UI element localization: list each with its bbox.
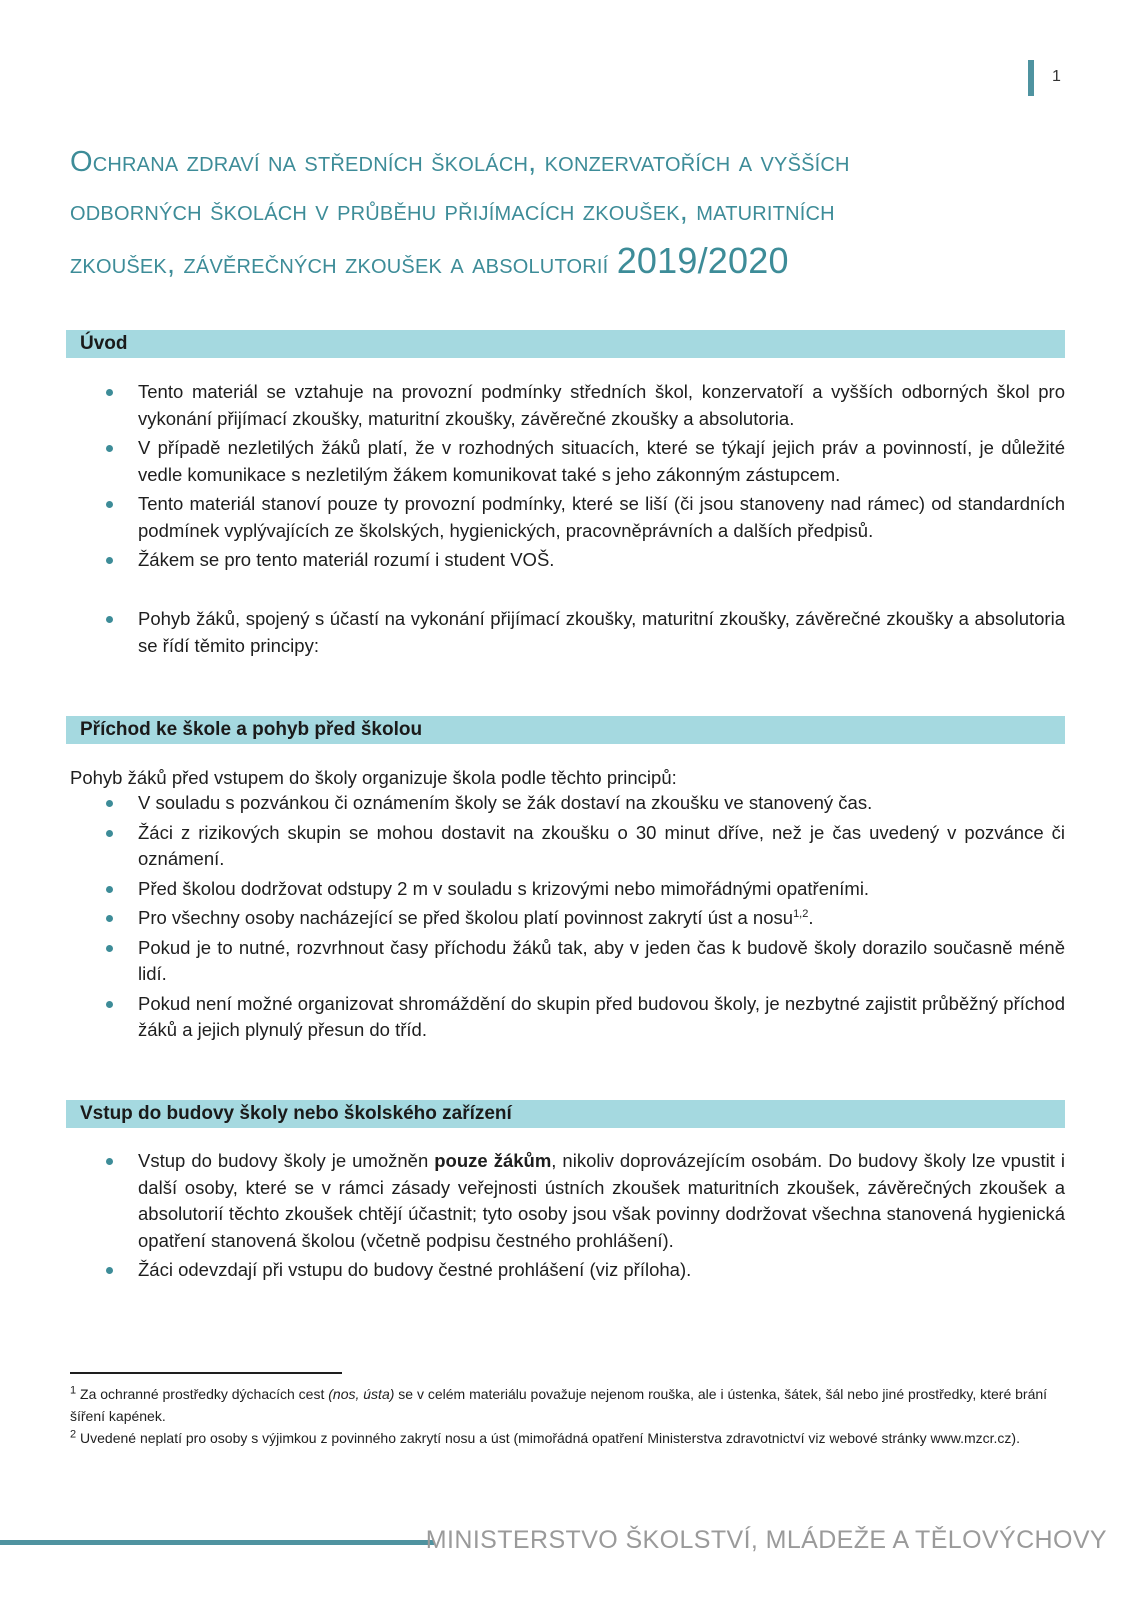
bullet-icon (106, 557, 113, 564)
bullet-icon (106, 501, 113, 508)
section-heading-text: Příchod ke škole a pohyb před školou (80, 719, 423, 740)
page-number: 1 (1052, 68, 1061, 85)
footnote-2: $^2$ Uvedené neplatí pro osoby s výjimkou z povinného zakrytí nosu a úst (mimořádná opatření Ministerstva zdravotnictví viz webové stránky www.mzcr.cz). (70, 1428, 1020, 1446)
list-item: V případě nezletilých žáků platí, že v rozhodných situacích, které se týkají jejich práv a povinností, je důležité vedle komunikace s nezletilým žákem komunikovat také s jeho zákonným zástupcem. (0, 435, 1065, 488)
bullet-icon (106, 1001, 113, 1008)
list-item: Pohyb žáků, spojený s účastí na vykonání přijímací zkoušky, maturitní zkoušky, závěrečné zkoušky a absolutoria se řídí těmito principy: (0, 606, 1065, 659)
uvod-list (0, 379, 1065, 577)
bullet-icon (106, 886, 113, 893)
title-line-2: odborných školách v průběhu přijímacích zkoušek, maturitních (70, 195, 835, 227)
bullet-icon (106, 616, 113, 623)
list-item: Před školou dodržovat odstupy 2 m v souladu s krizovými nebo mimořádnými opatřeními. (0, 876, 1065, 903)
section-heading-text: Vstup do budovy školy nebo školského zařízení (80, 1103, 512, 1124)
section-heading-prichod (66, 716, 1065, 744)
bullet-icon (106, 1267, 113, 1274)
footnote-ref: 1,2 (793, 907, 809, 920)
prichod-intro: Pohyb žáků před vstupem do školy organizuje škola podle těchto principů: (70, 767, 677, 788)
list-item: Vstup do budovy školy je umožněn pouze žákům, nikoliv doprovázejícím osobám. Do budovy školy lze vpustit i další osoby, které se v rámci zásady veřejnosti ústních zkoušek maturitních zkoušek, závěrečných zkoušek a absolutorií těchto zkoušek chtějí účastnit; tyto osoby jsou však povinny dodržovat všechna stanovená hygienická opatření stanovená školou (včetně podpisu čestného prohlášení). (0, 1148, 1065, 1254)
list-item: Žákem se pro tento materiál rozumí i student VOŠ. (0, 547, 1065, 574)
list-item: Pokud není možné organizovat shromáždění do skupin před budovou školy, je nezbytné zajistit průběžný příchod žáků a jejich plynulý přesun do tříd. (0, 991, 1065, 1044)
section-heading-vstup (66, 1100, 1065, 1128)
list-item: Pokud je to nutné, rozvrhnout časy příchodu žáků tak, aby v jeden čas k budově školy dorazilo současně méně lidí. (0, 935, 1065, 988)
footnote-divider (70, 1372, 342, 1374)
list-item: Tento materiál stanoví pouze ty provozní podmínky, které se liší (či jsou stanoveny nad rámec) od standardních podmínek vyplývajících ze školských, hygienických, pracovněprávních a dalších předpisů. (0, 491, 1065, 544)
title-year: 2019/2020 (616, 240, 789, 281)
document-title (70, 138, 1070, 289)
prichod-list (0, 790, 1065, 1047)
footnotes (70, 1383, 1065, 1449)
page-number-bar (1028, 60, 1034, 96)
bullet-icon (106, 800, 113, 807)
list-item: V souladu s pozvánkou či oznámením školy se žák dostaví na zkoušku ve stanovený čas. (0, 790, 1065, 817)
list-item: Pro všechny osoby nacházející se před školou platí povinnost zakrytí úst a nosu$^{1,2}$. (0, 905, 1065, 932)
footer-rule (0, 1540, 434, 1545)
bullet-icon (106, 389, 113, 396)
section-heading-uvod (66, 330, 1065, 358)
bullet-icon (106, 915, 113, 922)
bullet-icon (106, 830, 113, 837)
list-item: Tento materiál se vztahuje na provozní podmínky středních škol, konzervatoří a vyšších odborných škol pro vykonání přijímací zkoušky, maturitní zkoušky, závěrečné zkoušky a absolutoria. (0, 379, 1065, 432)
uvod-list-2 (0, 606, 1065, 662)
title-line-1: Ochrana zdraví na středních školách, konzervatořích a vyšších (70, 146, 850, 178)
section-heading-text: Úvod (80, 333, 128, 354)
list-item: Žáci odevzdají při vstupu do budovy čestné prohlášení (viz příloha). (0, 1257, 1065, 1284)
list-item: Žáci z rizikových skupin se mohou dostavit na zkoušku o 30 minut dříve, než je čas uvedený v pozvánce či oznámení. (0, 820, 1065, 873)
bullet-icon (106, 445, 113, 452)
bullet-icon (106, 1158, 113, 1165)
vstup-list (0, 1148, 1065, 1287)
footer-ministry-name: MINISTERSTVO ŠKOLSTVÍ, MLÁDEŽE A TĚLOVÝCHOVY (425, 1526, 1107, 1554)
bullet-icon (106, 945, 113, 952)
footnote-1: $^1$ Za ochranné prostředky dýchacích cest (nos, ústa) se v celém materiálu považuje nejenom rouška, ale i ústenka, šátek, šál nebo jiné prostředky, které brání šíření kapének. (70, 1384, 1048, 1424)
title-line-3: zkoušek, závěrečných zkoušek a absolutorií (70, 248, 609, 280)
